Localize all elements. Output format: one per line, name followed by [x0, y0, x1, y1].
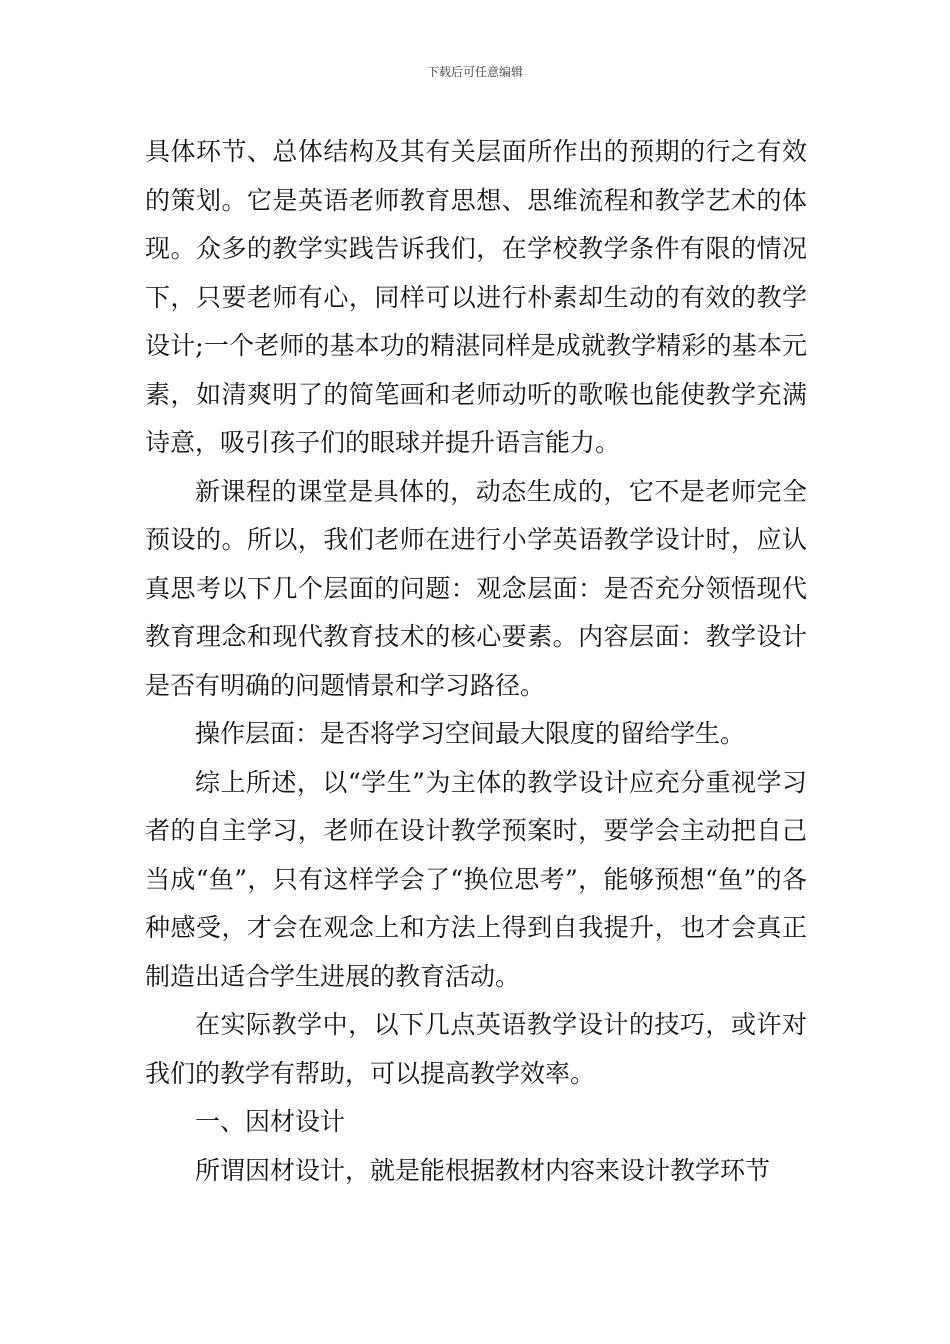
paragraph-1: 具体环节、总体结构及其有关层面所作出的预期的行之有效的策划。它是英语老师教育思想、思维流程和教学艺术的体现。众多的教学实践告诉我们，在学校教学条件有限的情况下，只要老师有心，同样可以进行朴素却生动的有效的教学设计;一个老师的基本功的精湛同样是成就教学精彩的基本元素，如清爽明了的简笔画和老师动听的歌喉也能使教学充满诗意，吸引孩子们的眼球并提升语言能力。: [145, 137, 807, 457]
paragraph-5: 在实际教学中，以下几点英语教学设计的技巧，或许对我们的教学有帮助，可以提高教学效率。: [145, 1010, 807, 1088]
document-body: [145, 128, 807, 1195]
section-heading: 一、因材设计: [195, 1107, 346, 1136]
paragraph-4: 综上所述，以“学生”为主体的教学设计应充分重视学习者的自主学习，老师在设计教学预案时，要学会主动把自己当成“鱼”，只有这样学会了“换位思考”，能够预想“鱼”的各种感受，才会在观念上和方法上得到自我提升，也才会真正制造出适合学生进展的教育活动。: [145, 767, 807, 991]
paragraph-6: 所谓因材设计，就是能根据教材内容来设计教学环节: [195, 1155, 771, 1185]
paragraph-3: 操作层面：是否将学习空间最大限度的留给学生。: [195, 719, 746, 748]
paragraph-2: 新课程的课堂是具体的，动态生成的，它不是老师完全预设的。所以，我们老师在进行小学英语教学设计时，应认真思考以下几个层面的问题：观念层面：是否充分领悟现代教育理念和现代教育技术的核心要素。内容层面：教学设计是否有明确的问题情景和学习路径。: [145, 476, 807, 700]
page-header: 下载后可任意编辑: [426, 65, 523, 79]
